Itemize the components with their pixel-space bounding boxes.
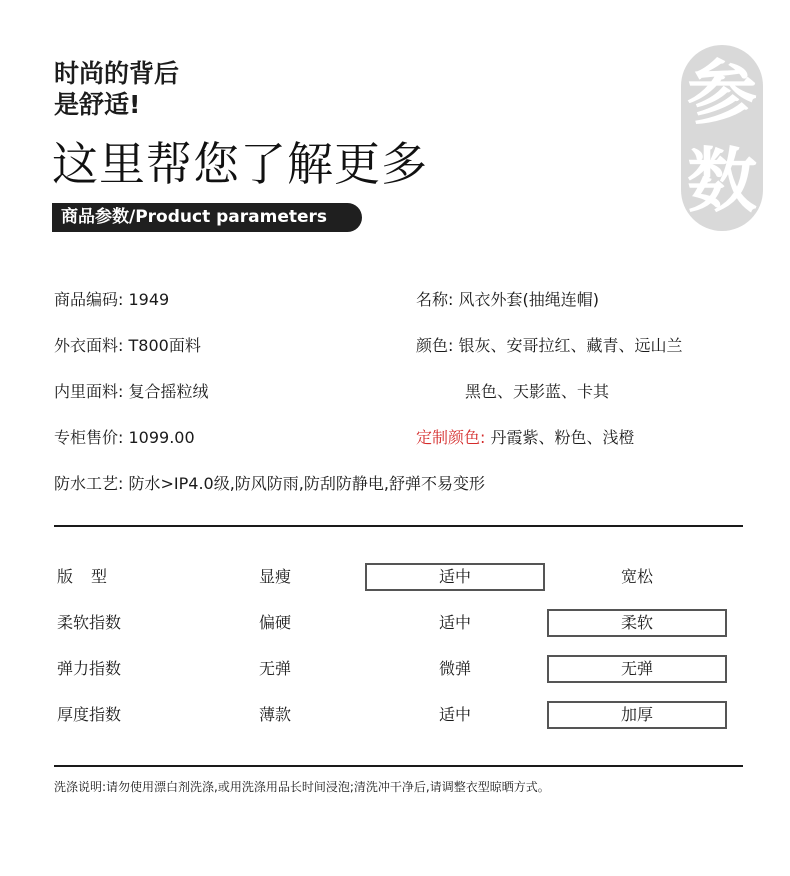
attribute-option: 适中 (438, 613, 471, 632)
care-instructions: 洗涤说明:请勿使用漂白剂洗涤,或用洗涤用品长时间浸泡;清洗冲干净后,请调整衣型晾晒方式。 (54, 780, 550, 794)
attribute-option-selected: 加厚 (547, 701, 727, 729)
attribute-label: 弹力指数 (57, 659, 122, 678)
spec-value: 银灰、安哥拉红、藏青、远山兰 (458, 336, 683, 355)
spec-product-code (54, 290, 169, 310)
spec-price (54, 428, 195, 448)
tagline-line-1: 时尚的背后 (54, 59, 180, 88)
divider-top (54, 525, 743, 527)
spec-inner-fabric (54, 382, 209, 402)
spec-label: 专柜售价: (54, 428, 124, 447)
spec-value: 1099.00 (128, 428, 195, 447)
attribute-option: 宽松 (620, 567, 653, 586)
spec-label: 内里面料: (54, 382, 124, 401)
badge-char-1: 参 (687, 52, 757, 134)
spec-label: 名称: (416, 290, 454, 309)
spec-value: 复合摇粒绒 (128, 382, 209, 401)
divider-bottom (54, 765, 743, 767)
attribute-label: 柔软指数 (57, 613, 122, 632)
spec-label: 商品编码: (54, 290, 124, 309)
spec-name (416, 290, 599, 310)
spec-outer-fabric (54, 336, 201, 356)
attribute-option-selected: 适中 (365, 563, 545, 591)
tagline (54, 58, 179, 120)
spec-value: 丹霞紫、粉色、浅橙 (490, 428, 635, 447)
spec-value: 1949 (128, 290, 170, 309)
spec-waterproof (54, 474, 485, 494)
spec-label: 防水工艺: (54, 474, 124, 493)
attribute-option: 薄款 (258, 705, 291, 724)
spec-colors-continued: 黑色、天影蓝、卡其 (465, 382, 610, 401)
badge-char-2: 数 (687, 140, 757, 222)
attribute-label: 厚度指数 (57, 705, 122, 724)
spec-custom-colors (416, 428, 635, 448)
parameters-badge (681, 45, 763, 231)
attribute-option: 适中 (438, 705, 471, 724)
attribute-option: 偏硬 (258, 613, 291, 632)
tagline-line-2: 是舒适! (54, 90, 141, 119)
attribute-option: 显瘦 (258, 567, 291, 586)
attribute-label: 版型 (57, 567, 126, 586)
attribute-option-selected: 无弹 (547, 655, 727, 683)
attribute-option: 微弹 (438, 659, 471, 678)
spec-label: 外衣面料: (54, 336, 124, 355)
spec-label: 定制颜色: (416, 428, 486, 447)
spec-label: 颜色: (416, 336, 454, 355)
spec-value: T800面料 (128, 336, 201, 355)
spec-value: 风衣外套(抽绳连帽) (458, 290, 599, 309)
spec-value: 防水>IP4.0级,防风防雨,防刮防静电,舒弹不易变形 (128, 474, 485, 493)
attribute-option: 无弹 (258, 659, 291, 678)
section-tag-product-parameters: 商品参数/Product parameters (52, 203, 362, 232)
attribute-option-selected: 柔软 (547, 609, 727, 637)
spec-colors (416, 336, 683, 356)
page-headline: 这里帮您了解更多 (52, 137, 428, 191)
